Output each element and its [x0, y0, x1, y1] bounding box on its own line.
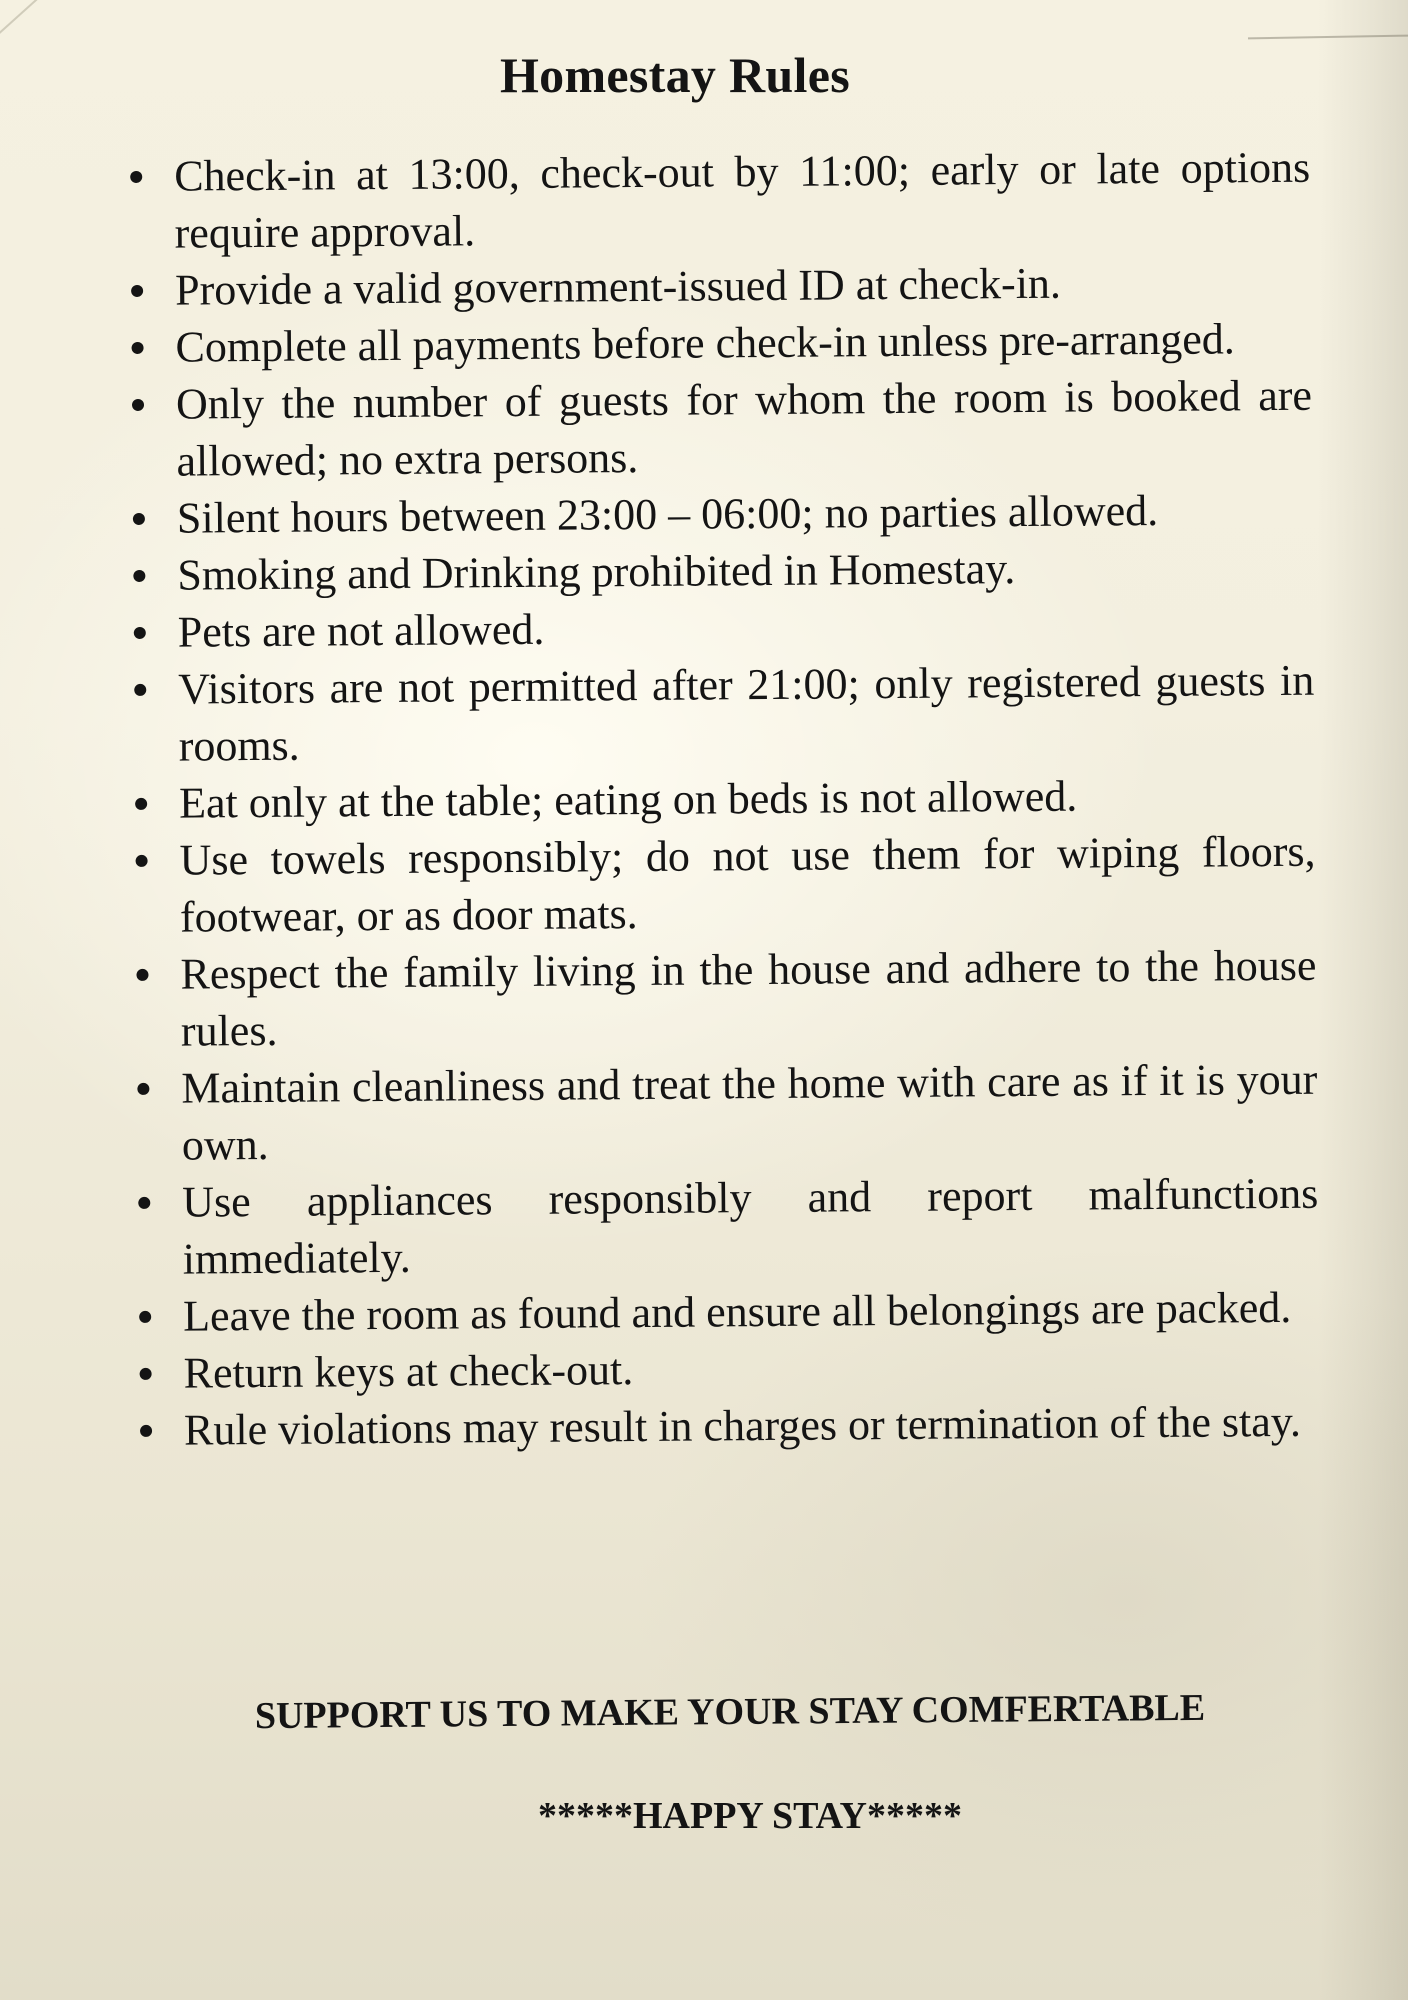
- rule-text: Use appliances responsibly and report malfunctions immediately.: [182, 1168, 1319, 1284]
- rule-text: Respect the family living in the house and adhere to the house rules.: [180, 940, 1317, 1056]
- bullet-icon: [138, 1197, 150, 1209]
- rule-text: Rule violations may result in charges or termination of the stay.: [183, 1396, 1302, 1455]
- bullet-icon: [136, 855, 148, 867]
- rule-text: Maintain cleanliness and treat the home with care as if it is your own.: [181, 1054, 1318, 1170]
- list-item: [135, 766, 1315, 832]
- rule-text: Complete all payments before check-in unless pre-arranged.: [175, 314, 1235, 372]
- rules-list: [130, 139, 1320, 1459]
- happy-stay-message: *****HAPPY STAY*****: [537, 1795, 962, 1837]
- bullet-icon: [137, 1083, 149, 1095]
- list-item: [134, 595, 1314, 661]
- list-item: [135, 823, 1316, 946]
- rule-text: Visitors are not permitted after 21:00; only registered guests in rooms.: [178, 655, 1315, 771]
- rule-text: Provide a valid government-issued ID at check-in.: [174, 258, 1062, 315]
- list-item: [140, 1393, 1320, 1459]
- page-title: Homestay Rules: [499, 47, 850, 103]
- support-message: SUPPORT US TO MAKE YOUR STAY COMFERTABLE: [254, 1686, 1206, 1738]
- bullet-icon: [134, 627, 146, 639]
- list-item: [131, 253, 1311, 319]
- rule-text: Pets are not allowed.: [177, 604, 545, 657]
- bullet-icon: [133, 513, 145, 525]
- rule-text: Eat only at the table; eating on beds is not allowed.: [178, 771, 1078, 828]
- rule-text: Use towels responsibly; do not use them for wiping floors, footwear, or as door mats.: [179, 826, 1316, 942]
- bullet-icon: [130, 171, 142, 183]
- rule-text: Smoking and Drinking prohibited in Homestay.: [177, 544, 1016, 600]
- list-item: [132, 367, 1313, 490]
- bullet-icon: [136, 969, 148, 981]
- list-item: [134, 652, 1315, 775]
- bullet-icon: [140, 1368, 152, 1380]
- bullet-icon: [134, 684, 146, 696]
- bullet-icon: [132, 399, 144, 411]
- list-item: [131, 310, 1311, 376]
- list-item: [133, 481, 1313, 547]
- list-item: [136, 937, 1317, 1060]
- list-item: [137, 1051, 1318, 1174]
- rule-text: Silent hours between 23:00 – 06:00; no parties allowed.: [176, 485, 1159, 543]
- rule-text: Only the number of guests for whom the room is booked are allowed; no extra persons.: [175, 370, 1313, 486]
- bullet-icon: [131, 285, 143, 297]
- bullet-icon: [140, 1425, 152, 1437]
- bullet-icon: [133, 570, 145, 582]
- list-item: [139, 1279, 1319, 1345]
- list-item: [138, 1165, 1319, 1288]
- list-item: [133, 538, 1313, 604]
- list-item: [139, 1336, 1319, 1402]
- bullet-icon: [139, 1311, 151, 1323]
- rule-text: Return keys at check-out.: [183, 1345, 634, 1398]
- rule-text: Check-in at 13:00, check-out by 11:00; early or late options require approval.: [174, 142, 1311, 258]
- bullet-icon: [135, 798, 147, 810]
- bullet-icon: [132, 342, 144, 354]
- rule-text: Leave the room as found and ensure all belongings are packed.: [182, 1282, 1292, 1341]
- list-item: [130, 139, 1311, 262]
